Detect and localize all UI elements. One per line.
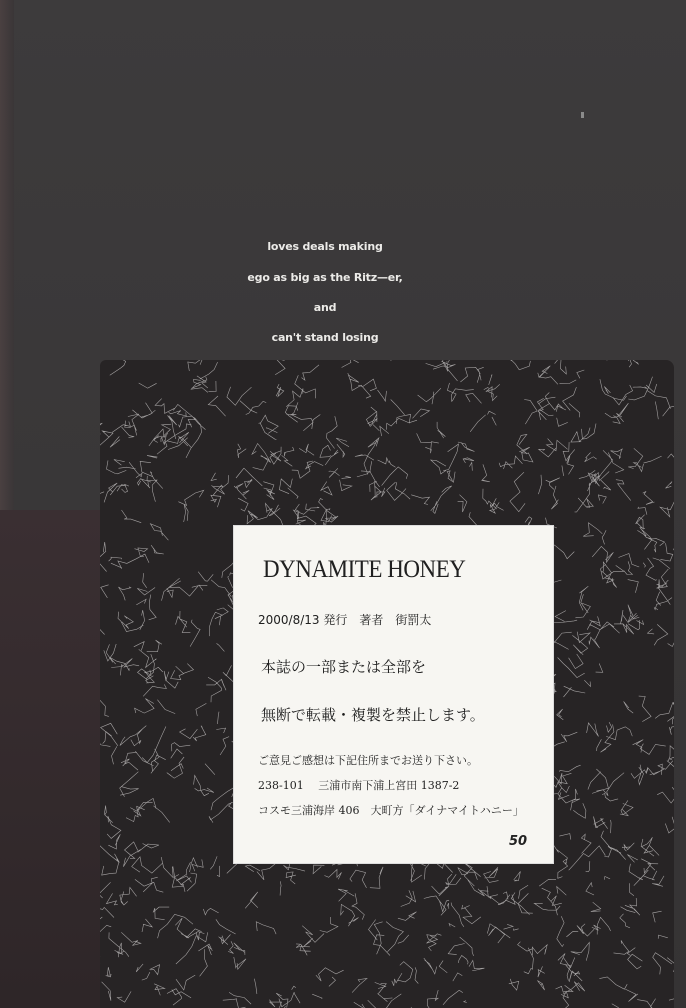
tagline-line-1: loves deals making: [267, 240, 383, 253]
contact-recipient: コスモ三浦海岸 406 大町方「ダイナマイトハニー」: [258, 804, 524, 817]
book-title: DYNAMITE HONEY: [263, 556, 466, 583]
tagline-line-3: and: [313, 301, 337, 314]
page-number: 50: [509, 834, 528, 849]
shadow-area: [0, 510, 100, 1008]
contact-line-1: ご意見ご感想は下記住所までお送り下さい。: [258, 754, 478, 767]
tagline-line-4: can't stand losing: [271, 331, 379, 344]
colophon-panel: [234, 526, 553, 863]
copyright-notice-2: 無断で転載・複製を禁止します。: [261, 706, 485, 724]
speck: [581, 112, 584, 118]
contact-address: 238-101 三浦市南下浦上宮田 1387-2: [258, 779, 460, 792]
publication-info: 2000/8/13 発行 著者 街罰太: [258, 613, 432, 627]
copyright-notice-1: 本誌の一部または全部を: [261, 658, 427, 676]
tagline-line-2: ego as big as the Ritz—er,: [247, 271, 403, 284]
